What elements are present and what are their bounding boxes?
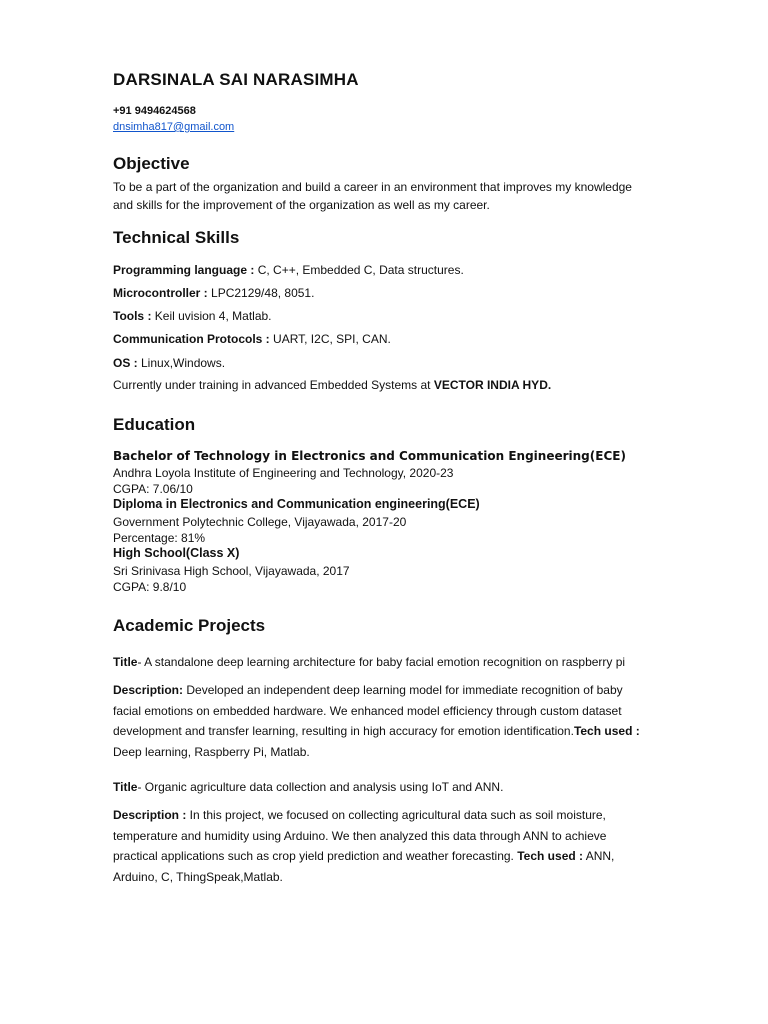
objective-heading: Objective [113,154,190,173]
skill-label: Microcontroller : [113,286,208,300]
description-label: Description: [113,683,184,697]
education-degree: Bachelor of Technology in Electronics and Communication Engineering(ECE) [113,449,626,463]
description-text: In this project, we focused on collecting agricultural data such as soil moisture, temperature and humidity using Arduino. We then analyzed this data through ANN to achieve practical applications such as crop yield prediction and weather forecasting. [113,808,607,863]
skill-protocols [113,330,391,348]
education-score: CGPA: 9.8/10 [113,580,187,594]
skill-value: Linux,Windows. [137,356,226,370]
education-degree: High School(Class X) [113,546,240,560]
tech-text: ANN, Arduino, C, ThingSpeak,Matlab. [113,849,615,884]
skill-label: OS : [113,356,138,370]
training-line [113,376,551,394]
training-prefix: Currently under training in advanced Embedded Systems at [113,378,434,392]
skill-os [113,354,225,372]
training-org: VECTOR INDIA HYD. [433,378,552,392]
skill-value: Keil uvision 4, Matlab. [151,309,272,323]
email-link[interactable]: dnsimha817@gmail.com [113,121,235,133]
description-text: Developed an independent deep learning model for immediate recognition of baby facial emotions on embedded hardware. We enhanced model efficiency through custom dataset development and transfer learning, resulting in high accuracy for emotion identification. [113,683,623,738]
project-description [113,680,653,762]
skill-label: Programming language : [113,263,255,277]
project-description [113,805,653,887]
skill-label: Tools : [113,309,152,323]
phone-number: +91 9494624568 [113,105,196,117]
title-text: - A standalone deep learning architecture for baby facial emotion recognition on raspberry pi [137,655,626,669]
education-score: Percentage: 81% [113,531,206,545]
title-label: Title [113,655,138,669]
education-institution: Andhra Loyola Institute of Engineering and Technology, 2020-23 [113,466,454,480]
skill-label: Communication Protocols : [113,332,270,346]
skill-value: LPC2129/48, 8051. [207,286,315,300]
tech-label: Tech used : [573,724,640,738]
education-heading: Education [113,415,196,434]
skill-value: C, C++, Embedded C, Data structures. [254,263,464,277]
objective-text: To be a part of the organization and build a career in an environment that improves my knowledge and skills for the improvement of the organization as well as my career. [113,180,632,212]
education-institution: Sri Srinivasa High School, Vijayawada, 2017 [113,564,350,578]
education-institution: Government Polytechnic College, Vijayawada, 2017-20 [113,515,407,529]
candidate-name: DARSINALA SAI NARASIMHA [113,70,359,89]
tech-label: Tech used : [517,849,584,863]
title-label: Title [113,780,138,794]
project-title [113,653,625,671]
description-label: Description : [113,808,187,822]
projects-heading: Academic Projects [113,616,266,635]
education-degree: Diploma in Electronics and Communication engineering(ECE) [113,497,480,511]
tech-text: Deep learning, Raspberry Pi, Matlab. [113,744,310,759]
skill-tools [113,307,272,325]
skills-heading: Technical Skills [113,228,240,247]
education-score: CGPA: 7.06/10 [113,482,193,496]
project-title [113,778,503,796]
skill-programming [113,261,464,279]
skill-value: UART, I2C, SPI, CAN. [269,332,391,346]
title-text: - Organic agriculture data collection and analysis using IoT and ANN. [137,780,504,794]
skill-microcontroller [113,284,314,302]
